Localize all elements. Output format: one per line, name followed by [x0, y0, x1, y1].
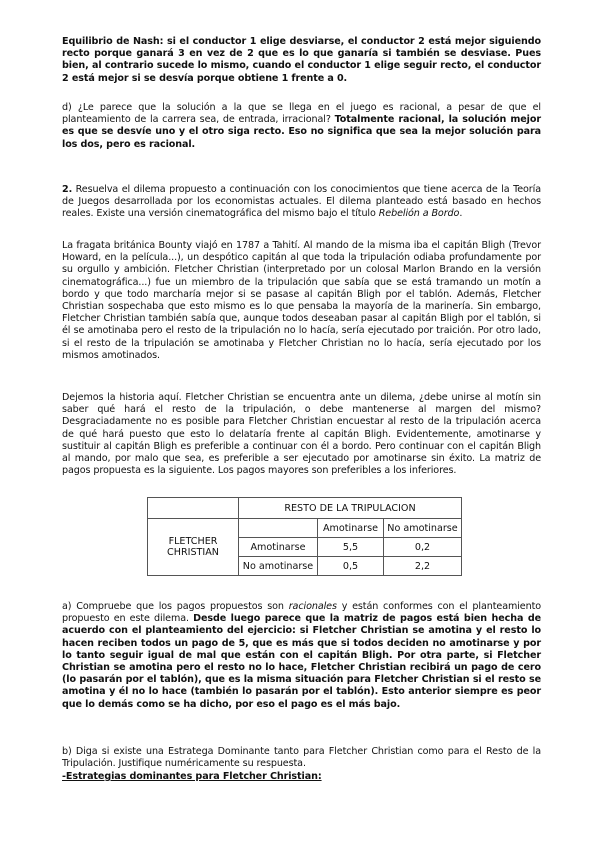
column-header: Amotinarse: [318, 519, 384, 538]
section-2-end: .: [459, 208, 463, 220]
dominant-strategies-heading: [62, 771, 541, 783]
section-2-intro: [62, 184, 541, 221]
payoff-cell: 0,5: [318, 557, 384, 576]
story-paragraph-2: Dejemos la historia aquí. Fletcher Christian se encuentra ante un dilema, ¿debe unirse al motín sin saber qué hará el resto de la tripulación, o debe mantenerse al margen del mismo? Desgraciadamente no es posible para Fletcher Christian encuestar al resto de la tripulación acerca de qué hará puesto que esto lo delataría frente al capitán Bligh. Evidentemente, amotinarse y sustituir al capitán Bligh es preferible a continuar con él a bordo. Pero continuar con el capitán Bligh al mando, por malo que sea, es preferible a ser ejecutado por amotinarse sin éxito. La matriz de pagos propuesta es la siguiente. Los pagos mayores son preferibles a los inferiores.: [62, 392, 541, 477]
payoff-matrix: [147, 497, 462, 576]
payoff-cell: 0,2: [384, 538, 462, 557]
row-header: Amotinarse: [239, 538, 318, 557]
question-a-italic: racionales: [288, 601, 337, 612]
question-a-text-2: y están conformes con el planteamiento propuesto en este dilema.: [62, 601, 541, 625]
question-d: [62, 102, 541, 151]
column-header: No amotinarse: [384, 519, 462, 538]
payoff-cell: 5,5: [318, 538, 384, 557]
story-paragraph-1: La fragata británica Bounty viajó en 1787 a Tahití. Al mando de la misma iba el capitán Bligh (Trevor Howard, en la película...), un despótico capitán al que toda la tripulación odiaba profundamente por su orgullo y ambición. Fletcher Christian (interpretado por un colosal Marlon Brando en la versión cinematográfica...) fue un miembro de la tripulación que sabía que se está tramando un motín a bordo y que todo marcharía mejor si se pasase al capitán Bligh por el tablón. Además, Fletcher Christian sospechaba que esto mismo es lo que pensaba la mayoría de la marinería. Sin embargo, Fletcher Christian también sabía que, aunque todos deseaban pasar al capitán Bligh por el tablón, si él se amotinaba pero el resto de la tripulación no lo hacía, sería ejecutado por traición. Por otro lado, si el resto de la tripulación se amotinaba y Fletcher Christian no lo hacía, sería ejecutado por los mismos amotinados.: [62, 240, 541, 361]
film-title: Rebelión a Bordo: [378, 208, 460, 220]
question-b: b) Diga si existe una Estratega Dominante tanto para Fletcher Christian como para el Resto de la Tripulación. Justifique numéricamente su respuesta.: [62, 746, 541, 770]
section-2-text: Resuelva el dilema propuesto a continuación con los conocimientos que tiene acerca de la Teoría de Juegos desarrollada por los economistas actuales. El dilema planteado está basado en hechos reales. Existe una versión cinematográfica del mismo bajo el título: [62, 184, 541, 220]
question-a-answer: Desde luego parece que la matriz de pagos está bien hecha de acuerdo con el planteamiento del ejercicio: si Fletcher Christian se amotina y el resto lo hacen reciben todos un pago de 5, que es más que si todos deciden no amotinarse y por lo tanto seguir igual de mal que están con el capitán Bligh. Por otra parte, si Fletcher Christian se amotina pero el resto no lo hace, Fletcher Christian recibirá un pago de cero (lo pasarán por el tablón), que es la misma situación para Fletcher Christian si el resto se amotina y él no lo hace (también lo pasarán por el tablón). Esto anterior siempre es peor que lo demás como se ha dicho, por eso el pago es el más bajo.: [62, 613, 541, 710]
nash-paragraph: Equilibrio de Nash: si el conductor 1 elige desviarse, el conductor 2 está mejor siguiendo recto porque ganará 3 en vez de 2 que es lo que ganaría si también se desviase. Pues bien, al contrario sucede lo mismo, cuando el conductor 1 elige seguir recto, el conductor 2 está mejor si se desvía porque obtiene 1 frente a 0.: [62, 36, 541, 84]
column-player-header: RESTO DE LA TRIPULACION: [239, 498, 462, 519]
section-number: 2.: [62, 184, 73, 195]
row-header: No amotinarse: [239, 557, 318, 576]
question-d-answer: Totalmente racional, la solución mejor es que se desvíe uno y el otro siga recto. Eso no significa que sea la mejor solución para los dos, pero es racional.: [62, 114, 541, 150]
dominant-strategies-heading-text: -Estrategias dominantes para Fletcher Christian:: [62, 771, 322, 782]
row-player-header: FLETCHER CHRISTIAN: [148, 519, 239, 576]
payoff-cell: 2,2: [384, 557, 462, 576]
question-a: [62, 601, 541, 711]
question-a-text: a) Compruebe que los pagos propuestos son: [62, 601, 284, 612]
question-d-text: d) ¿Le parece que la solución a la que se llega en el juego es racional, a pesar de que el planteamiento de la carrera sea, de entrada, irracional?: [62, 102, 541, 126]
empty-cell: [148, 498, 239, 519]
empty-cell: [239, 519, 318, 538]
